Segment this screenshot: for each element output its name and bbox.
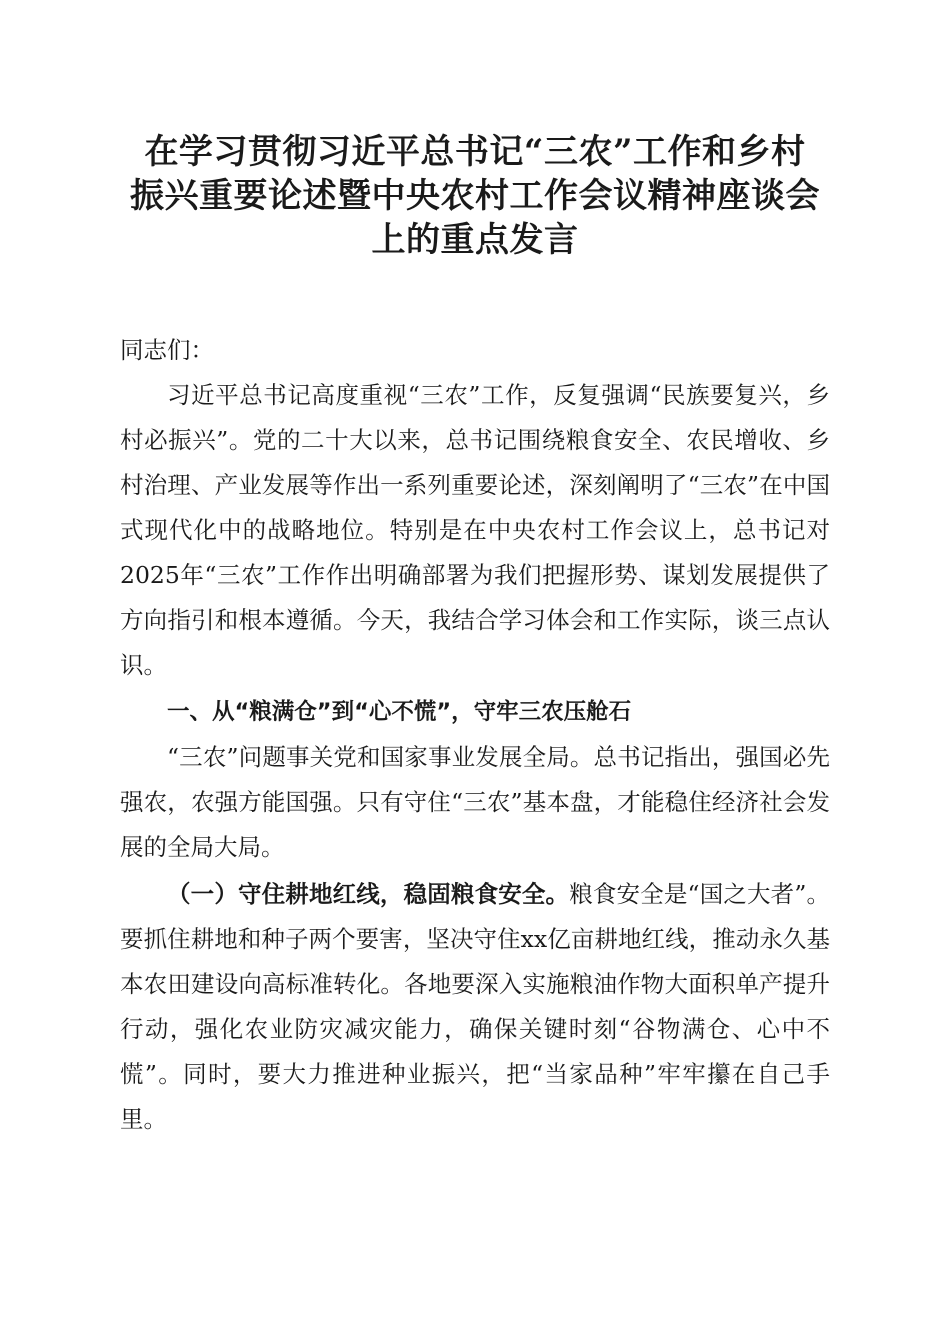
salutation: 同志们： xyxy=(120,336,214,364)
document-page xyxy=(120,130,830,1142)
title-line-1: 在学习贯彻习近平总书记“三农”工作和乡村 xyxy=(144,132,806,172)
title-line-2: 振兴重要论述暨中央农村工作会议精神座谈会 xyxy=(130,176,820,216)
subsection-1-text: 粮食安全是“国之大者”。要抓住耕地和种子两个要害，坚决守住xx亿亩耕地红线，推动永久基本农田建设向高标准转化。各地要深入实施粮油作物大面积单产提升行动，强化农业防灾减灾能力，确保关键时刻“谷物满仓、心中不慌”。同时，要大力推进种业振兴，把“当家品种”牢牢攥在自己手里。 xyxy=(120,880,831,1133)
title-line-3: 上的重点发言 xyxy=(371,220,579,260)
section-1-heading: 一、从“粮满仓”到“心不慌”，守牢三农压舱石 xyxy=(167,699,632,725)
document-title xyxy=(120,130,830,262)
subsection-1-paragraph xyxy=(120,872,830,1142)
subsection-1-title: （一）守住耕地红线，稳固粮食安全。 xyxy=(167,880,570,908)
intro-paragraph: 习近平总书记高度重视“三农”工作，反复强调“民族要复兴，乡村必振兴”。党的二十大以来，总书记围绕粮食安全、农民增收、乡村治理、产业发展等作出一系列重要论述，深刻阐明了“三农”在中国式现代化中的战略地位。特别是在中央农村工作会议上，总书记对2025年“三农”工作作出明确部署为我们把握形势、谋划发展提供了方向指引和根本遵循。今天，我结合学习体会和工作实际，谈三点认识。 xyxy=(120,381,830,679)
section-1-paragraph: “三农”问题事关党和国家事业发展全局。总书记指出，强国必先强农，农强方能国强。只有守住“三农”基本盘，才能稳住经济社会发展的全局大局。 xyxy=(120,743,830,861)
